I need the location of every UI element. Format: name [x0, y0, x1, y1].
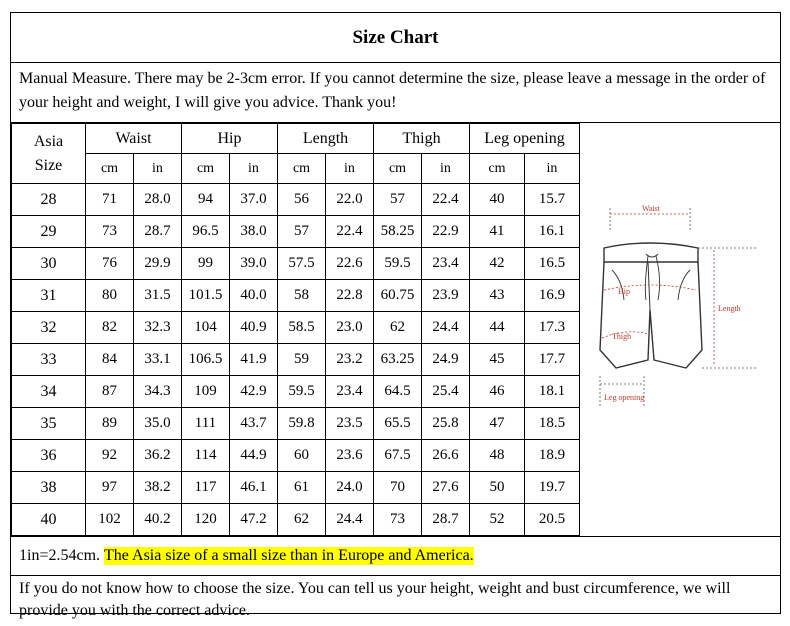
measure-cell: 24.9	[422, 344, 470, 376]
measure-cell: 41	[470, 216, 525, 248]
table-row	[12, 376, 580, 408]
measure-cell: 39.0	[230, 248, 278, 280]
measure-cell: 120	[182, 504, 230, 536]
table-row	[12, 312, 580, 344]
asia-size-cell: 40	[12, 504, 86, 536]
measure-cell: 43.7	[230, 408, 278, 440]
measure-cell: 38.2	[134, 472, 182, 504]
measure-cell: 111	[182, 408, 230, 440]
measure-cell: 106.5	[182, 344, 230, 376]
measure-cell: 38.0	[230, 216, 278, 248]
measure-cell: 60.75	[374, 280, 422, 312]
measure-cell: 40.9	[230, 312, 278, 344]
measure-cell: 16.5	[525, 248, 580, 280]
measure-cell: 63.25	[374, 344, 422, 376]
measure-cell: 44.9	[230, 440, 278, 472]
size-label: Size	[34, 156, 63, 174]
measure-cell: 57.5	[278, 248, 326, 280]
conversion-row	[11, 536, 780, 576]
asia-label: Asia	[33, 132, 64, 150]
measure-cell: 33.1	[134, 344, 182, 376]
group-header-hip: Hip	[182, 124, 278, 154]
measure-cell: 46.1	[230, 472, 278, 504]
measure-cell: 67.5	[374, 440, 422, 472]
measure-cell: 99	[182, 248, 230, 280]
unit-header: cm	[86, 154, 134, 184]
measure-cell: 62	[374, 312, 422, 344]
asia-size-cell: 30	[12, 248, 86, 280]
measure-cell: 26.6	[422, 440, 470, 472]
measure-cell: 114	[182, 440, 230, 472]
measure-cell: 64.5	[374, 376, 422, 408]
group-header-thigh: Thigh	[374, 124, 470, 154]
asia-size-cell: 32	[12, 312, 86, 344]
measure-cell: 60	[278, 440, 326, 472]
measure-cell: 28.7	[134, 216, 182, 248]
measure-cell: 23.6	[326, 440, 374, 472]
group-header-length: Length	[278, 124, 374, 154]
measure-cell: 48	[470, 440, 525, 472]
measure-cell: 22.4	[326, 216, 374, 248]
measure-cell: 43	[470, 280, 525, 312]
table-row	[12, 504, 580, 536]
unit-header: in	[525, 154, 580, 184]
measure-cell: 28.0	[134, 184, 182, 216]
measure-cell: 23.5	[326, 408, 374, 440]
measure-cell: 23.2	[326, 344, 374, 376]
asia-size-cell: 33	[12, 344, 86, 376]
measure-cell: 61	[278, 472, 326, 504]
measure-cell: 58.25	[374, 216, 422, 248]
measure-cell: 96.5	[182, 216, 230, 248]
measure-cell: 87	[86, 376, 134, 408]
measure-cell: 71	[86, 184, 134, 216]
unit-header: cm	[374, 154, 422, 184]
measure-cell: 47.2	[230, 504, 278, 536]
diagram-label-leg-opening: Leg opening	[604, 393, 645, 402]
group-header-waist: Waist	[86, 124, 182, 154]
measure-cell: 37.0	[230, 184, 278, 216]
chart-title: Size Chart	[11, 13, 780, 63]
diagram-label-waist: Waist	[642, 204, 661, 213]
measure-cell: 22.4	[422, 184, 470, 216]
measure-cell: 62	[278, 504, 326, 536]
measure-cell: 36.2	[134, 440, 182, 472]
measure-cell: 59.5	[374, 248, 422, 280]
advice-text: If you do not know how to choose the size. You can tell us your height, weight and bust circumference, we will provide you with the correct advice.	[19, 580, 731, 619]
table-row	[12, 280, 580, 312]
measure-cell: 22.9	[422, 216, 470, 248]
measure-cell: 57	[374, 184, 422, 216]
table-row	[12, 440, 580, 472]
diagram-label-length: Length	[718, 304, 741, 313]
measure-cell: 47	[470, 408, 525, 440]
asia-size-cell: 36	[12, 440, 86, 472]
measure-cell: 40.0	[230, 280, 278, 312]
measure-cell: 45	[470, 344, 525, 376]
measure-cell: 76	[86, 248, 134, 280]
measure-cell: 109	[182, 376, 230, 408]
unit-header: in	[326, 154, 374, 184]
measure-cell: 58.5	[278, 312, 326, 344]
unit-header: cm	[182, 154, 230, 184]
measure-cell: 59	[278, 344, 326, 376]
measure-cell: 18.1	[525, 376, 580, 408]
asia-size-note: The Asia size of a small size than in Europe and America.	[104, 547, 474, 564]
conversion-text: 1in=2.54cm.	[19, 547, 105, 564]
measure-cell: 117	[182, 472, 230, 504]
shorts-measurement-diagram	[590, 200, 760, 420]
table-row	[12, 184, 580, 216]
diagram-label-hip: Hip	[618, 287, 630, 296]
measure-cell: 41.9	[230, 344, 278, 376]
asia-size-cell: 38	[12, 472, 86, 504]
asia-size-header	[12, 124, 86, 184]
measure-cell: 52	[470, 504, 525, 536]
size-table	[11, 123, 580, 536]
measure-cell: 23.4	[326, 376, 374, 408]
measure-cell: 42	[470, 248, 525, 280]
measure-cell: 24.0	[326, 472, 374, 504]
measure-cell: 24.4	[326, 504, 374, 536]
unit-header: in	[422, 154, 470, 184]
measure-cell: 18.5	[525, 408, 580, 440]
measure-cell: 15.7	[525, 184, 580, 216]
measure-cell: 31.5	[134, 280, 182, 312]
measure-cell: 17.7	[525, 344, 580, 376]
measure-cell: 40.2	[134, 504, 182, 536]
measure-cell: 50	[470, 472, 525, 504]
measure-cell: 58	[278, 280, 326, 312]
measure-cell: 16.1	[525, 216, 580, 248]
table-row	[12, 408, 580, 440]
asia-size-cell: 29	[12, 216, 86, 248]
measure-cell: 22.8	[326, 280, 374, 312]
measure-cell: 56	[278, 184, 326, 216]
measure-cell: 29.9	[134, 248, 182, 280]
measure-cell: 94	[182, 184, 230, 216]
measure-cell: 22.6	[326, 248, 374, 280]
measure-cell: 46	[470, 376, 525, 408]
measure-cell: 35.0	[134, 408, 182, 440]
measure-cell: 92	[86, 440, 134, 472]
measure-cell: 19.7	[525, 472, 580, 504]
table-row	[12, 248, 580, 280]
measure-cell: 18.9	[525, 440, 580, 472]
measure-cell: 59.8	[278, 408, 326, 440]
measure-cell: 102	[86, 504, 134, 536]
measure-cell: 82	[86, 312, 134, 344]
measure-cell: 101.5	[182, 280, 230, 312]
table-row	[12, 216, 580, 248]
measure-cell: 104	[182, 312, 230, 344]
diagram-label-thigh: Thigh	[612, 332, 632, 341]
measure-cell: 57	[278, 216, 326, 248]
measure-cell: 25.4	[422, 376, 470, 408]
measure-cell: 25.8	[422, 408, 470, 440]
measure-cell: 28.7	[422, 504, 470, 536]
unit-header: in	[134, 154, 182, 184]
measure-cell: 23.9	[422, 280, 470, 312]
measure-cell: 97	[86, 472, 134, 504]
measure-cell: 22.0	[326, 184, 374, 216]
group-header-leg-opening: Leg opening	[470, 124, 580, 154]
measure-cell: 34.3	[134, 376, 182, 408]
measure-cell: 59.5	[278, 376, 326, 408]
asia-size-cell: 35	[12, 408, 86, 440]
measure-cell: 20.5	[525, 504, 580, 536]
measure-cell: 80	[86, 280, 134, 312]
measure-cell: 73	[374, 504, 422, 536]
measure-cell: 65.5	[374, 408, 422, 440]
asia-size-cell: 34	[12, 376, 86, 408]
measure-cell: 89	[86, 408, 134, 440]
asia-size-cell: 28	[12, 184, 86, 216]
measure-cell: 27.6	[422, 472, 470, 504]
measure-cell: 44	[470, 312, 525, 344]
unit-header: in	[230, 154, 278, 184]
measure-cell: 23.0	[326, 312, 374, 344]
measure-cell: 32.3	[134, 312, 182, 344]
measure-cell: 42.9	[230, 376, 278, 408]
table-row	[12, 472, 580, 504]
asia-size-cell: 31	[12, 280, 86, 312]
measure-cell: 40	[470, 184, 525, 216]
measure-note: Manual Measure. There may be 2-3cm error. If you cannot determine the size, please leave a message in the order of your height and weight, I will give you advice. Thank you!	[11, 63, 780, 123]
measure-cell: 73	[86, 216, 134, 248]
measure-cell: 70	[374, 472, 422, 504]
measure-cell: 24.4	[422, 312, 470, 344]
measure-cell: 23.4	[422, 248, 470, 280]
unit-header: cm	[470, 154, 525, 184]
measure-cell: 16.9	[525, 280, 580, 312]
measure-cell: 84	[86, 344, 134, 376]
table-row	[12, 344, 580, 376]
measure-cell: 17.3	[525, 312, 580, 344]
unit-header: cm	[278, 154, 326, 184]
